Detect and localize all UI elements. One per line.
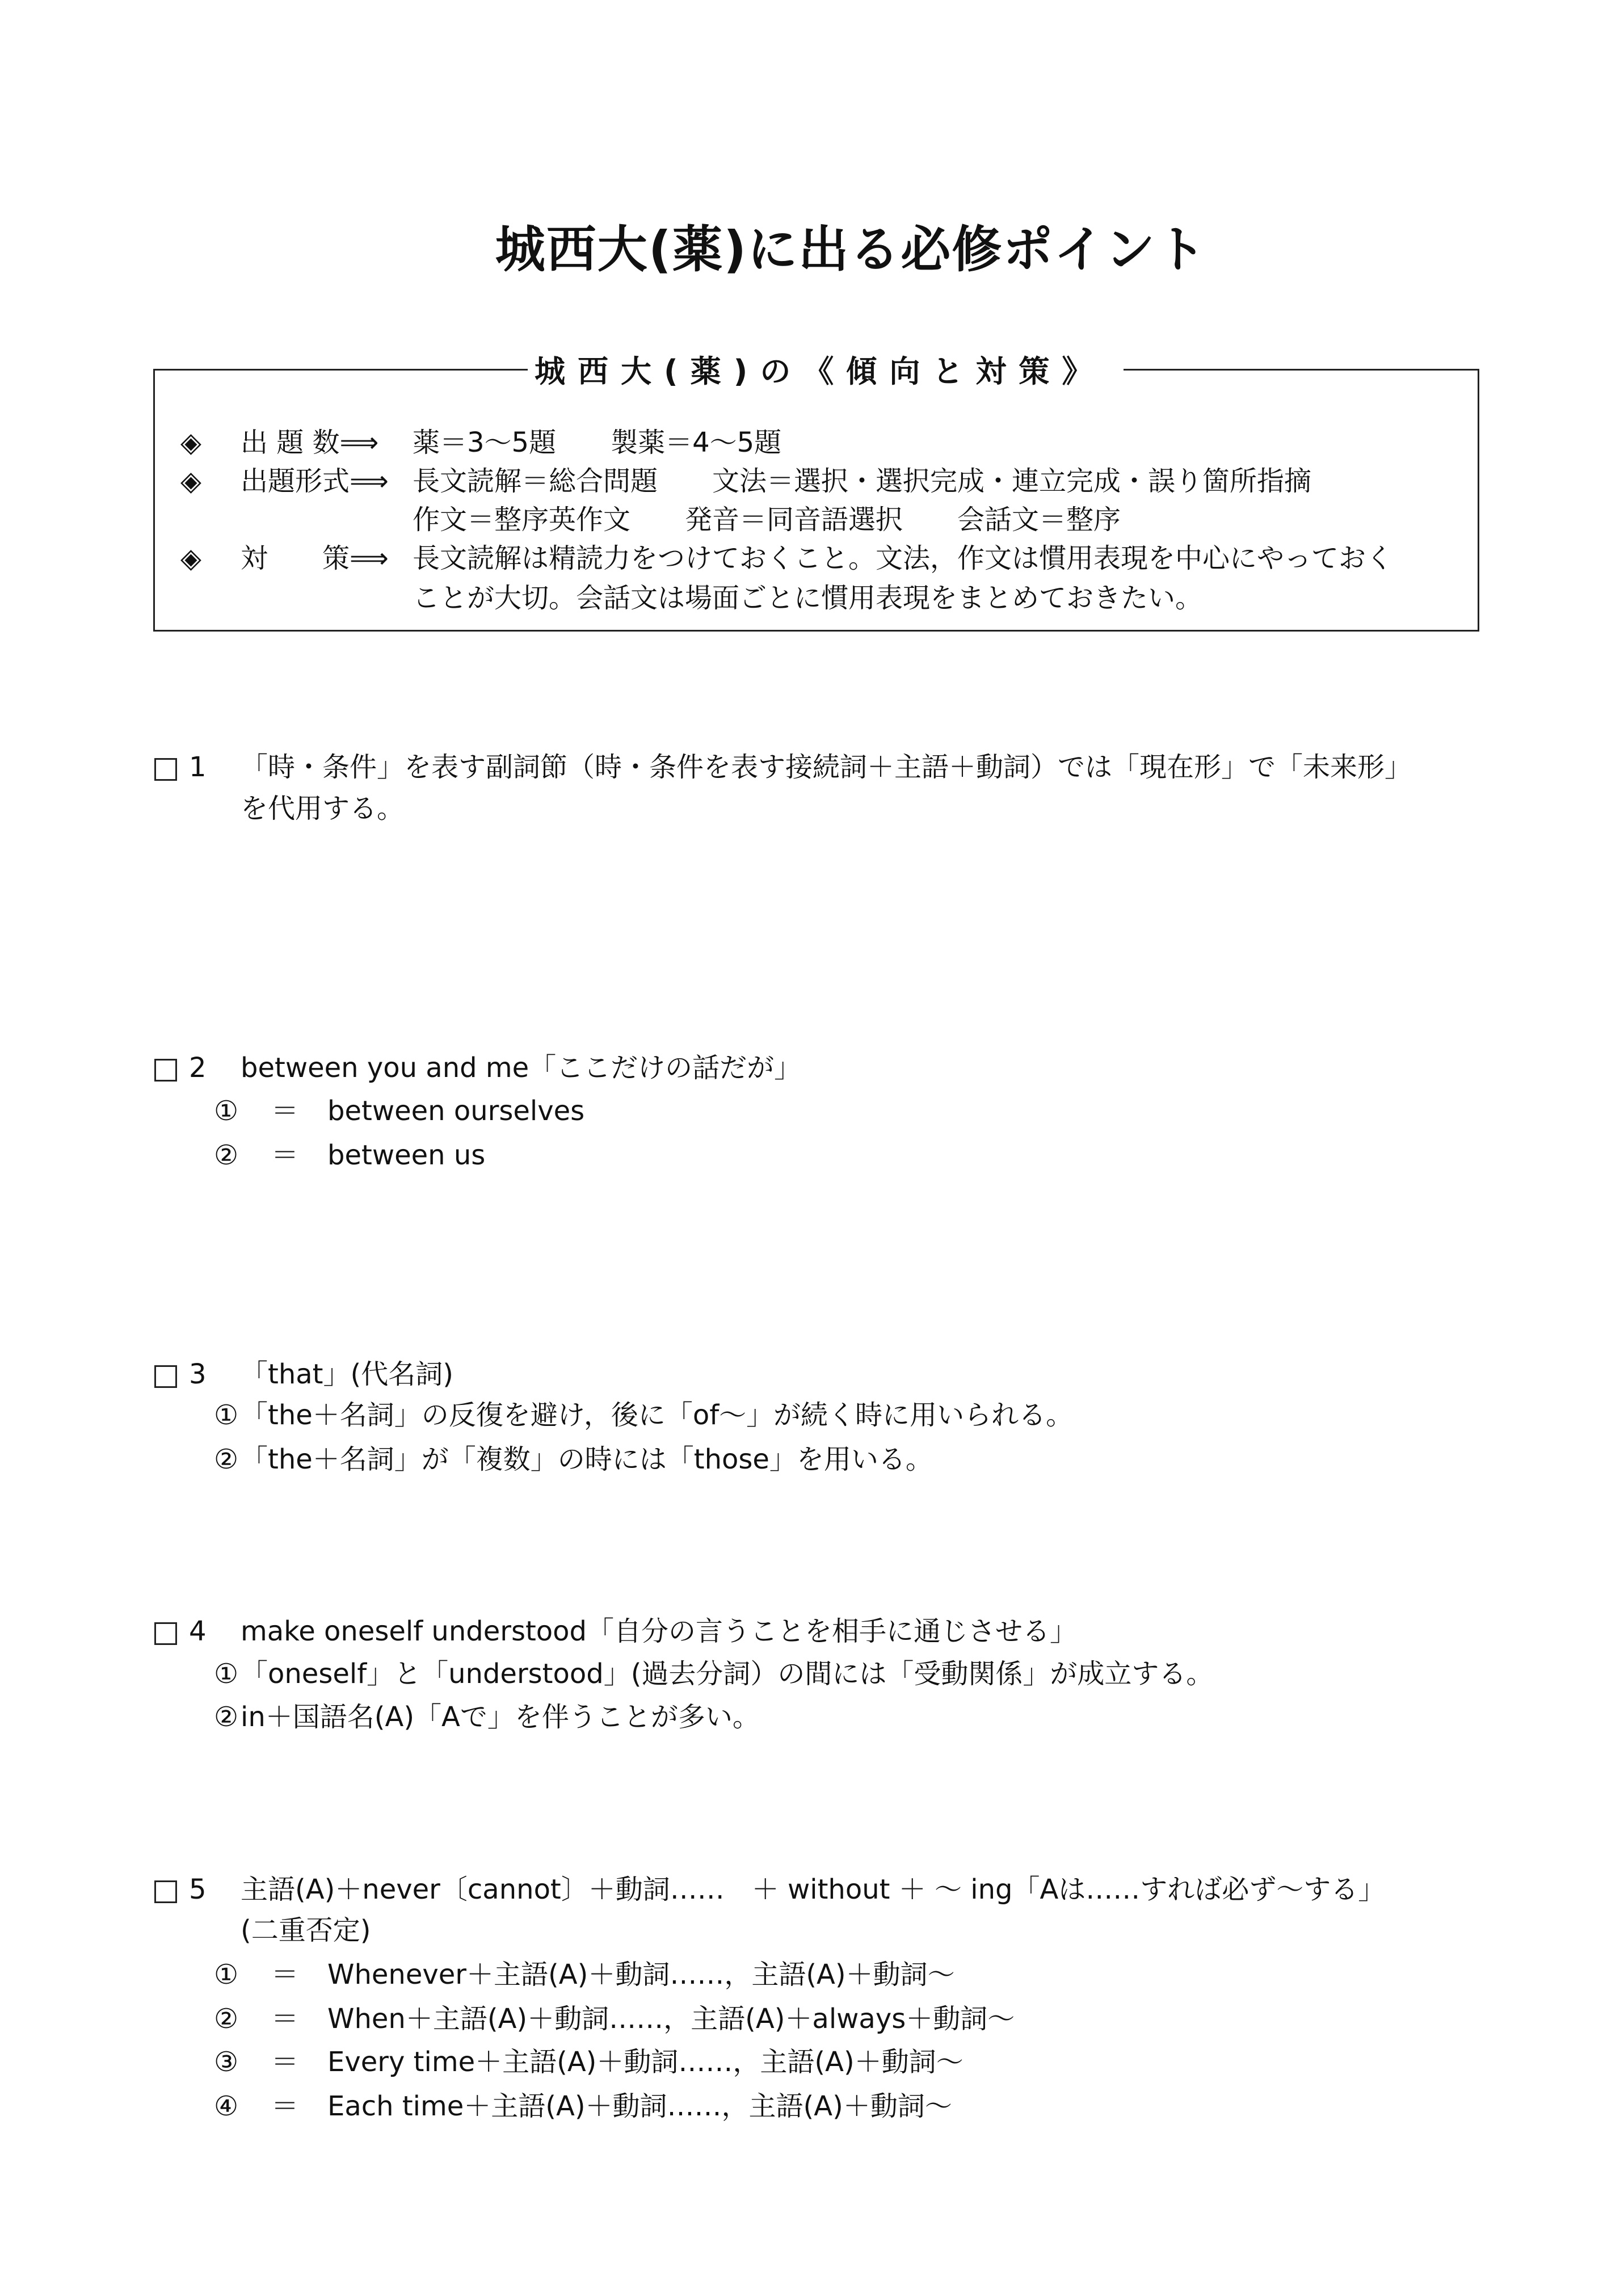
circled-number: ① bbox=[214, 1658, 239, 1690]
sub-text: Each time＋主語(A)＋動詞……，主語(A)＋動詞〜 bbox=[327, 2090, 952, 2122]
item-text: 「that」(代名詞) bbox=[241, 1358, 453, 1390]
trend-row-label: 出題形式⟹ bbox=[241, 465, 389, 497]
equals-sign: ＝ bbox=[271, 2090, 299, 2122]
circled-number: ② bbox=[214, 1444, 239, 1475]
circled-number: ④ bbox=[214, 2090, 239, 2122]
item-text: 「時・条件」を表す副詞節（時・条件を表す接続詞＋主語＋動詞）では「現在形」で「未来形」 bbox=[241, 751, 1412, 783]
equals-sign: ＝ bbox=[271, 2046, 299, 2078]
sub-text: 「oneself」と「understood」(過去分詞）の間には「受動関係」が成立する。 bbox=[241, 1658, 1214, 1690]
diamond-bullet-icon: ◈ bbox=[180, 427, 201, 458]
trend-row-text: 薬＝3〜5題 製薬＝4〜5題 bbox=[413, 427, 782, 458]
checkbox[interactable] bbox=[154, 1622, 177, 1645]
page-title: 城西大(薬)に出る必修ポイント bbox=[495, 220, 1208, 279]
equals-sign: ＝ bbox=[271, 2003, 299, 2035]
trend-row-text: 長文読解＝総合問題 文法＝選択・選択完成・連立完成・誤り箇所指摘 bbox=[413, 465, 1312, 497]
sub-text: in＋国語名(A)「Aで」を伴うことが多い。 bbox=[241, 1701, 760, 1733]
circled-number: ① bbox=[214, 1959, 239, 1991]
checkbox[interactable] bbox=[154, 1880, 177, 1903]
sub-text: 「the＋名詞」が「複数」の時には「those」を用いる。 bbox=[241, 1444, 933, 1475]
item-number: 3 bbox=[189, 1358, 207, 1390]
checkbox[interactable] bbox=[154, 1059, 177, 1082]
trend-row-label: 対 策⟹ bbox=[241, 542, 389, 574]
item-text: (二重否定) bbox=[241, 1914, 371, 1946]
item-number: 1 bbox=[189, 751, 207, 783]
diamond-bullet-icon: ◈ bbox=[180, 465, 201, 497]
circled-number: ③ bbox=[214, 2046, 239, 2078]
item-text: を代用する。 bbox=[241, 793, 405, 824]
item-text: between you and me「ここだけの話だが」 bbox=[241, 1052, 802, 1084]
checkbox[interactable] bbox=[154, 1365, 177, 1388]
trend-row-text: ことが大切。会話文は場面ごとに慣用表現をまとめておきたい。 bbox=[413, 582, 1203, 614]
item-number: 2 bbox=[189, 1052, 207, 1084]
circled-number: ① bbox=[214, 1399, 239, 1431]
sub-text: When＋主語(A)＋動詞……，主語(A)＋always＋動詞〜 bbox=[327, 2003, 1015, 2035]
equals-sign: ＝ bbox=[271, 1095, 299, 1127]
sub-text: 「the＋名詞」の反復を避け，後に「of〜」が続く時に用いられる。 bbox=[241, 1399, 1074, 1431]
circled-number: ② bbox=[214, 2003, 239, 2035]
item-number: 4 bbox=[189, 1615, 207, 1647]
sub-text: between ourselves bbox=[327, 1095, 585, 1127]
trend-box-heading: 城西大(薬)の《傾向と対策》 bbox=[528, 347, 1112, 391]
sub-text: between us bbox=[327, 1139, 486, 1171]
item-text: make oneself understood「自分の言うことを相手に通じさせる」 bbox=[241, 1615, 1078, 1647]
circled-number: ② bbox=[214, 1701, 239, 1733]
circled-number: ② bbox=[214, 1139, 239, 1171]
sub-text: Whenever＋主語(A)＋動詞……，主語(A)＋動詞〜 bbox=[327, 1959, 955, 1991]
diamond-bullet-icon: ◈ bbox=[180, 542, 201, 574]
equals-sign: ＝ bbox=[271, 1959, 299, 1991]
checkbox[interactable] bbox=[154, 758, 177, 781]
circled-number: ① bbox=[214, 1095, 239, 1127]
sub-text: Every time＋主語(A)＋動詞……，主語(A)＋動詞〜 bbox=[327, 2046, 964, 2078]
trend-row-text: 作文＝整序英作文 発音＝同音語選択 会話文＝整序 bbox=[413, 504, 1121, 536]
item-text: 主語(A)＋never〔cannot〕＋動詞…… ＋ without ＋ 〜 ing「Aは……すれば必ず〜する」 bbox=[241, 1874, 1386, 1905]
item-number: 5 bbox=[189, 1874, 207, 1905]
trend-row-label: 出 題 数⟹ bbox=[241, 427, 379, 458]
equals-sign: ＝ bbox=[271, 1139, 299, 1171]
trend-row-text: 長文読解は精読力をつけておくこと。文法，作文は慣用表現を中心にやっておく bbox=[413, 542, 1394, 574]
